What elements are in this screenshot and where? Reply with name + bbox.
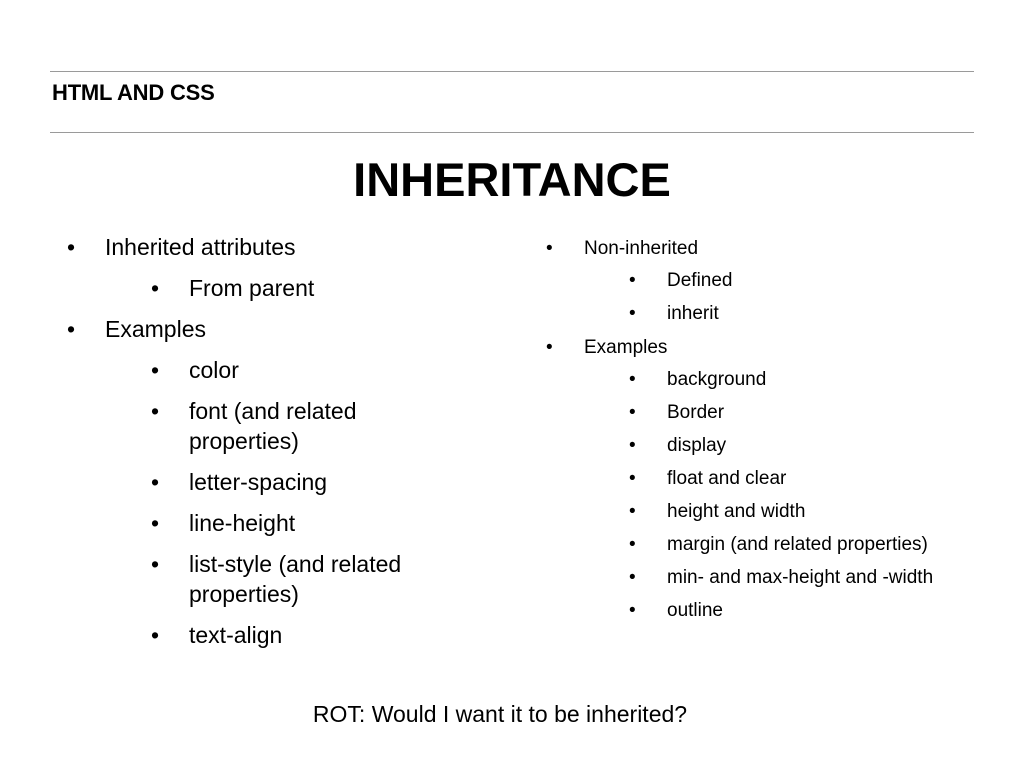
list-item: • letter-spacing <box>189 467 439 497</box>
slide-title: INHERITANCE <box>353 153 671 206</box>
header-title: HTML AND CSS <box>52 80 215 105</box>
rule-of-thumb-note: ROT: Would I want it to be inherited? <box>312 701 688 727</box>
list-item: • min- and max-height and -width <box>667 567 987 589</box>
list-item: • outline <box>667 600 987 622</box>
list-item: • font (and related properties) <box>189 396 439 456</box>
list-item: • From parent <box>189 273 439 303</box>
list-item: • inherit <box>667 303 987 325</box>
list-item: • Examples <box>105 314 520 344</box>
list-item: • line-height <box>189 508 439 538</box>
list-item: • Border <box>667 402 987 424</box>
non-inherited-attributes-list <box>0 237 1024 633</box>
list-item: • float and clear <box>667 468 987 490</box>
header-top-rule <box>50 71 974 72</box>
list-item: • Inherited attributes <box>105 232 520 262</box>
list-item: • background <box>667 369 987 391</box>
list-item: • Non-inherited <box>584 237 1024 260</box>
list-item: • Defined <box>667 270 987 292</box>
list-item: • margin (and related properties) <box>667 534 987 556</box>
list-item: • display <box>667 435 987 457</box>
list-item: • height and width <box>667 501 987 523</box>
list-item: • Examples <box>584 336 1024 359</box>
list-item: • text-align <box>189 620 439 650</box>
list-item: • list-style (and related properties) <box>189 549 439 609</box>
header-bottom-rule <box>50 132 974 133</box>
list-item: • color <box>189 355 439 385</box>
